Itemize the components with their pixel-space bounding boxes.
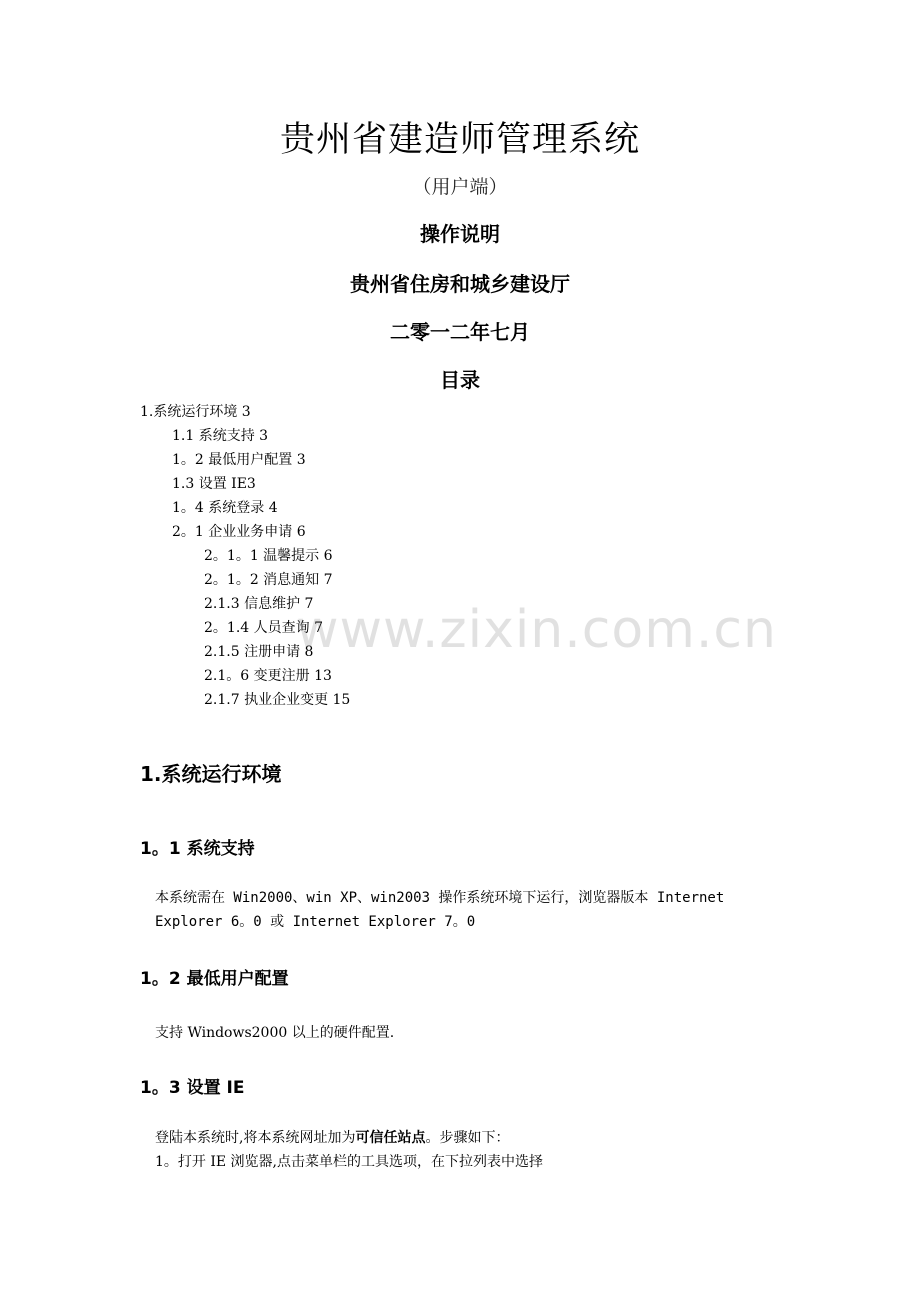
toc-item[interactable]: 2。1.4 人员查询 7 xyxy=(204,620,323,636)
toc-item[interactable]: 2.1.7 执业企业变更 15 xyxy=(204,692,351,708)
toc-heading: 目录 xyxy=(440,368,480,392)
toc-item[interactable]: 2.1。6 变更注册 13 xyxy=(204,668,332,684)
document-organization: 贵州省住房和城乡建设厅 xyxy=(350,272,570,296)
paragraph-line: 1。打开 IE 浏览器,点击菜单栏的工具选项，在下拉列表中选择 xyxy=(155,1154,544,1170)
toc-item[interactable]: 2。1。1 温馨提示 6 xyxy=(204,548,333,564)
toc-item[interactable]: 1.系统运行环境 3 xyxy=(140,404,251,420)
section-heading-1: 1.系统运行环境 xyxy=(140,762,282,786)
watermark: www.zixin.com.cn xyxy=(296,600,777,660)
section-heading-1-1: 1。1 系统支持 xyxy=(140,839,255,859)
toc-item[interactable]: 2.1.3 信息维护 7 xyxy=(204,596,314,612)
emphasis-trusted-site: 可信任站点 xyxy=(355,1130,426,1146)
toc-item[interactable]: 1.1 系统支持 3 xyxy=(172,428,269,444)
document-type: 操作说明 xyxy=(420,222,500,246)
toc-item[interactable]: 1。4 系统登录 4 xyxy=(172,500,278,516)
toc-item[interactable]: 1.3 设置 IE3 xyxy=(172,476,256,492)
toc-item[interactable]: 2。1。2 消息通知 7 xyxy=(204,572,333,588)
paragraph-line: Explorer 6。0 或 Internet Explorer 7。0 xyxy=(155,914,476,930)
toc-item[interactable]: 2。1 企业业务申请 6 xyxy=(172,524,306,540)
toc-item[interactable]: 2.1.5 注册申请 8 xyxy=(204,644,314,660)
section-heading-1-3: 1。3 设置 IE xyxy=(140,1078,245,1098)
paragraph-line: 支持 Windows2000 以上的硬件配置. xyxy=(155,1025,395,1041)
section-heading-1-2: 1。2 最低用户配置 xyxy=(140,969,289,989)
paragraph-line xyxy=(155,1126,509,1150)
document-date: 二零一二年七月 xyxy=(390,320,530,344)
document-title: 贵州省建造师管理系统 xyxy=(279,120,640,160)
toc-item[interactable]: 1。2 最低用户配置 3 xyxy=(172,452,306,468)
paragraph-line: 本系统需在 Win2000、win XP、win2003 操作系统环境下运行，浏览器版本 Internet xyxy=(155,890,725,906)
document-subtitle: （用户端） xyxy=(412,176,508,198)
paragraph-text: 登陆本系统时,将本系统网址加为 xyxy=(155,1130,356,1146)
paragraph-text: 。步骤如下： xyxy=(425,1130,510,1146)
